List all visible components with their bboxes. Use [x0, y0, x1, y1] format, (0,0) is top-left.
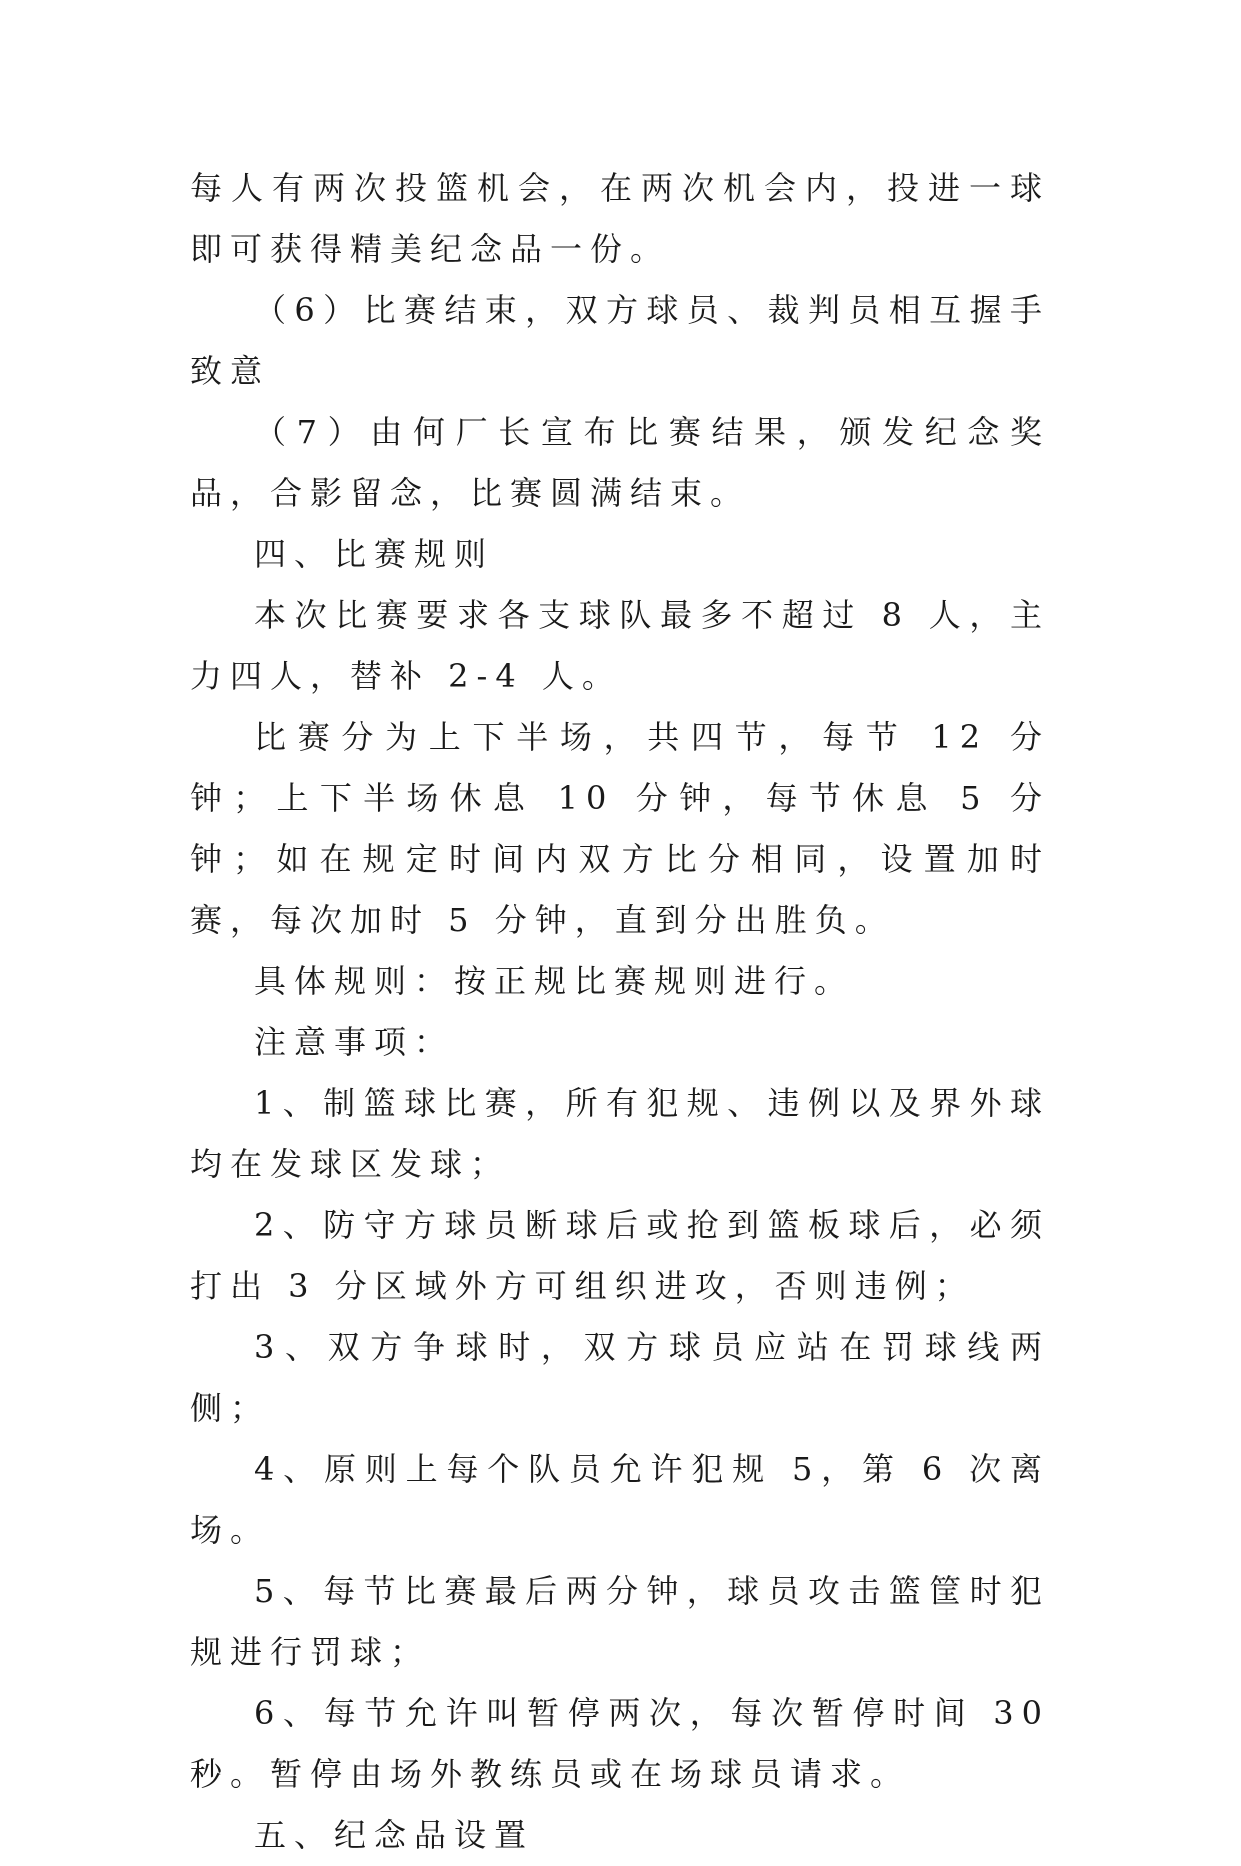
paragraph-specific-rules: 具体规则：按正规比赛规则进行。 [254, 962, 855, 1000]
document-body [190, 158, 1050, 1866]
note-item-3: 3、双方争球时，双方球员应站在罚球线两侧； [190, 1328, 1050, 1427]
paragraph-step-7: （7）由何厂长宣布比赛结果，颁发纪念奖品，合影留念，比赛圆满结束。 [190, 413, 1050, 512]
paragraph-game-timing: 比赛分为上下半场，共四节，每节 12 分钟；上下半场休息 10 分钟，每节休息 5 分钟；如在规定时间内双方比分相同，设置加时赛，每次加时 5 分钟，直到分出胜负。 [190, 718, 1050, 939]
note-item-4: 4、原则上每个队员允许犯规 5，第 6 次离场。 [190, 1450, 1050, 1549]
paragraph-notes-heading: 注意事项： [254, 1023, 455, 1061]
section-heading-rules: 四、比赛规则 [254, 535, 495, 573]
note-item-6: 6、每节允许叫暂停两次，每次暂停时间 30 秒。暂停由场外教练员或在场球员请求。 [190, 1694, 1050, 1793]
paragraph-step-6: （6）比赛结束，双方球员、裁判员相互握手致意 [190, 291, 1050, 390]
section-heading-souvenirs: 五、纪念品设置 [254, 1816, 535, 1854]
paragraph-prize-continuation: 每人有两次投篮机会，在两次机会内，投进一球即可获得精美纪念品一份。 [190, 169, 1050, 268]
paragraph-team-size: 本次比赛要求各支球队最多不超过 8 人，主力四人，替补 2-4 人。 [190, 596, 1050, 695]
note-item-2: 2、防守方球员断球后或抢到篮板球后，必须打出 3 分区域外方可组织进攻，否则违例； [190, 1206, 1050, 1305]
note-item-1: 1、制篮球比赛，所有犯规、违例以及界外球均在发球区发球； [190, 1084, 1050, 1183]
note-item-5: 5、每节比赛最后两分钟，球员攻击篮筐时犯规进行罚球； [190, 1572, 1050, 1671]
